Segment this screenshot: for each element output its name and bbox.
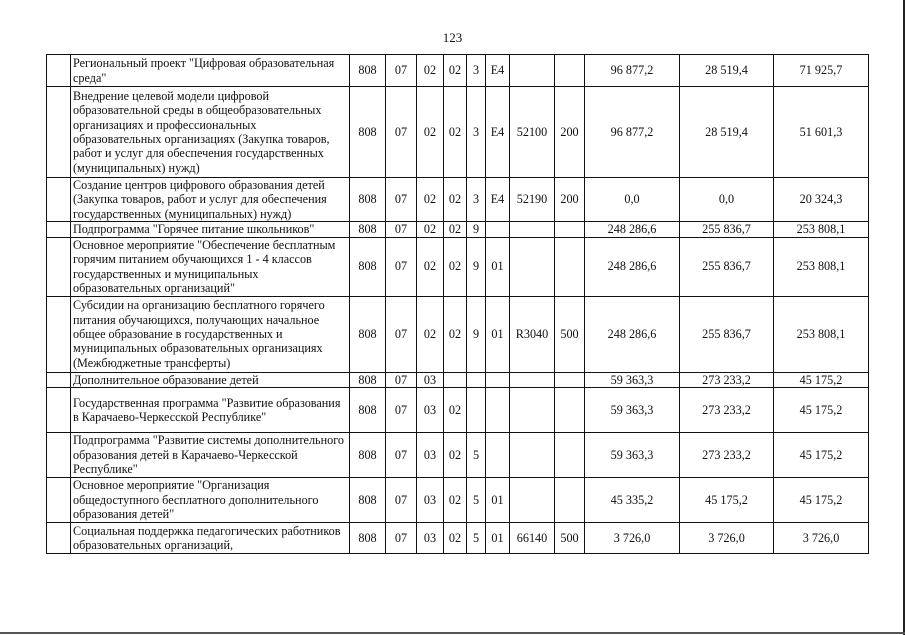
table-row bbox=[47, 433, 869, 478]
subsection-code: 02 bbox=[417, 296, 444, 372]
row-name: Основное мероприятие "Обеспечение бесплатным горячим питанием обучающихся 1 - 4 классов государственных и муниципальных образовательных организаций" bbox=[71, 237, 350, 296]
amount-year-2: 45 175,2 bbox=[680, 478, 774, 523]
expense-type-code bbox=[555, 372, 585, 387]
grbs-code: 808 bbox=[350, 388, 386, 433]
table-row bbox=[47, 296, 869, 372]
section-code: 07 bbox=[386, 433, 417, 478]
amount-year-2: 273 233,2 bbox=[680, 388, 774, 433]
section-code: 07 bbox=[386, 523, 417, 554]
budget-table-body bbox=[47, 55, 869, 554]
program-code: 02 bbox=[444, 178, 467, 222]
measure-code: 01 bbox=[486, 478, 510, 523]
table-row bbox=[47, 523, 869, 554]
blank-cell bbox=[47, 296, 71, 372]
subsection-code: 02 bbox=[417, 87, 444, 178]
amount-year-3: 45 175,2 bbox=[774, 478, 869, 523]
amount-year-2: 28 519,4 bbox=[680, 55, 774, 87]
table-row bbox=[47, 55, 869, 87]
direction-code: R3040 bbox=[510, 296, 555, 372]
measure-code bbox=[486, 388, 510, 433]
amount-year-2: 3 726,0 bbox=[680, 523, 774, 554]
program-code: 02 bbox=[444, 55, 467, 87]
table-row bbox=[47, 222, 869, 237]
subsection-code: 02 bbox=[417, 55, 444, 87]
blank-cell bbox=[47, 178, 71, 222]
subsection-code: 03 bbox=[417, 523, 444, 554]
amount-year-2: 273 233,2 bbox=[680, 372, 774, 387]
amount-year-3: 45 175,2 bbox=[774, 388, 869, 433]
table-row bbox=[47, 388, 869, 433]
row-name: Социальная поддержка педагогических работников образовательных организаций, bbox=[71, 523, 350, 554]
blank-cell bbox=[47, 523, 71, 554]
subprogram-code: 9 bbox=[467, 237, 486, 296]
amount-year-1: 45 335,2 bbox=[585, 478, 680, 523]
subsection-code: 02 bbox=[417, 222, 444, 237]
expense-type-code: 200 bbox=[555, 87, 585, 178]
expense-type-code bbox=[555, 433, 585, 478]
measure-code bbox=[486, 433, 510, 478]
row-name: Государственная программа "Развитие образования в Карачаево-Черкесской Республике" bbox=[71, 388, 350, 433]
amount-year-1: 248 286,6 bbox=[585, 222, 680, 237]
subprogram-code: 5 bbox=[467, 478, 486, 523]
section-code: 07 bbox=[386, 55, 417, 87]
subprogram-code: 5 bbox=[467, 523, 486, 554]
subsection-code: 02 bbox=[417, 178, 444, 222]
amount-year-1: 59 363,3 bbox=[585, 433, 680, 478]
program-code: 02 bbox=[444, 388, 467, 433]
scan-edge-bottom bbox=[0, 632, 905, 634]
subsection-code: 03 bbox=[417, 433, 444, 478]
grbs-code: 808 bbox=[350, 237, 386, 296]
subprogram-code bbox=[467, 372, 486, 387]
expense-type-code bbox=[555, 237, 585, 296]
program-code: 02 bbox=[444, 433, 467, 478]
subprogram-code: 3 bbox=[467, 55, 486, 87]
section-code: 07 bbox=[386, 87, 417, 178]
section-code: 07 bbox=[386, 237, 417, 296]
program-code: 02 bbox=[444, 478, 467, 523]
direction-code: 52100 bbox=[510, 87, 555, 178]
amount-year-3: 3 726,0 bbox=[774, 523, 869, 554]
program-code: 02 bbox=[444, 87, 467, 178]
amount-year-1: 248 286,6 bbox=[585, 296, 680, 372]
grbs-code: 808 bbox=[350, 55, 386, 87]
amount-year-3: 20 324,3 bbox=[774, 178, 869, 222]
amount-year-1: 0,0 bbox=[585, 178, 680, 222]
section-code: 07 bbox=[386, 388, 417, 433]
subsection-code: 02 bbox=[417, 237, 444, 296]
measure-code: 01 bbox=[486, 296, 510, 372]
amount-year-3: 51 601,3 bbox=[774, 87, 869, 178]
measure-code: E4 bbox=[486, 55, 510, 87]
direction-code bbox=[510, 388, 555, 433]
grbs-code: 808 bbox=[350, 478, 386, 523]
blank-cell bbox=[47, 433, 71, 478]
subprogram-code: 9 bbox=[467, 222, 486, 237]
amount-year-3: 253 808,1 bbox=[774, 237, 869, 296]
section-code: 07 bbox=[386, 222, 417, 237]
section-code: 07 bbox=[386, 372, 417, 387]
direction-code bbox=[510, 55, 555, 87]
grbs-code: 808 bbox=[350, 372, 386, 387]
row-name: Дополнительное образование детей bbox=[71, 372, 350, 387]
direction-code bbox=[510, 222, 555, 237]
subsection-code: 03 bbox=[417, 372, 444, 387]
subprogram-code: 5 bbox=[467, 433, 486, 478]
expense-type-code: 500 bbox=[555, 296, 585, 372]
measure-code: E4 bbox=[486, 87, 510, 178]
expense-type-code: 200 bbox=[555, 178, 585, 222]
row-name: Подпрограмма "Развитие системы дополнительного образования детей в Карачаево-Черкесской Республике" bbox=[71, 433, 350, 478]
grbs-code: 808 bbox=[350, 296, 386, 372]
blank-cell bbox=[47, 478, 71, 523]
expense-type-code bbox=[555, 388, 585, 433]
row-name: Подпрограмма "Горячее питание школьников" bbox=[71, 222, 350, 237]
subsection-code: 03 bbox=[417, 478, 444, 523]
blank-cell bbox=[47, 222, 71, 237]
blank-cell bbox=[47, 237, 71, 296]
expense-type-code bbox=[555, 222, 585, 237]
table-row bbox=[47, 178, 869, 222]
subprogram-code: 3 bbox=[467, 178, 486, 222]
page-number: 123 bbox=[442, 30, 463, 45]
blank-cell bbox=[47, 87, 71, 178]
grbs-code: 808 bbox=[350, 87, 386, 178]
measure-code bbox=[486, 222, 510, 237]
amount-year-2: 0,0 bbox=[680, 178, 774, 222]
program-code bbox=[444, 372, 467, 387]
amount-year-2: 255 836,7 bbox=[680, 222, 774, 237]
amount-year-1: 248 286,6 bbox=[585, 237, 680, 296]
program-code: 02 bbox=[444, 237, 467, 296]
grbs-code: 808 bbox=[350, 433, 386, 478]
amount-year-2: 28 519,4 bbox=[680, 87, 774, 178]
direction-code bbox=[510, 237, 555, 296]
row-name: Внедрение целевой модели цифровой образовательной среды в общеобразовательных организациях и профессиональных образовательных организациях (Закупка товаров, работ и услуг для обеспечения государственных (муниципальных) нужд) bbox=[71, 87, 350, 178]
row-name: Основное мероприятие "Организация общедоступного бесплатного дополнительного образования детей" bbox=[71, 478, 350, 523]
grbs-code: 808 bbox=[350, 523, 386, 554]
table-row bbox=[47, 87, 869, 178]
blank-cell bbox=[47, 388, 71, 433]
amount-year-3: 45 175,2 bbox=[774, 372, 869, 387]
measure-code: E4 bbox=[486, 178, 510, 222]
table-row bbox=[47, 372, 869, 387]
subsection-code: 03 bbox=[417, 388, 444, 433]
measure-code: 01 bbox=[486, 523, 510, 554]
table-row bbox=[47, 237, 869, 296]
section-code: 07 bbox=[386, 478, 417, 523]
direction-code bbox=[510, 372, 555, 387]
amount-year-1: 59 363,3 bbox=[585, 388, 680, 433]
measure-code: 01 bbox=[486, 237, 510, 296]
amount-year-1: 96 877,2 bbox=[585, 55, 680, 87]
expense-type-code bbox=[555, 478, 585, 523]
measure-code bbox=[486, 372, 510, 387]
subprogram-code bbox=[467, 388, 486, 433]
amount-year-2: 255 836,7 bbox=[680, 296, 774, 372]
amount-year-2: 273 233,2 bbox=[680, 433, 774, 478]
direction-code bbox=[510, 433, 555, 478]
amount-year-1: 3 726,0 bbox=[585, 523, 680, 554]
amount-year-3: 45 175,2 bbox=[774, 433, 869, 478]
amount-year-3: 253 808,1 bbox=[774, 222, 869, 237]
program-code: 02 bbox=[444, 222, 467, 237]
grbs-code: 808 bbox=[350, 178, 386, 222]
amount-year-1: 59 363,3 bbox=[585, 372, 680, 387]
blank-cell bbox=[47, 55, 71, 87]
row-name: Субсидии на организацию бесплатного горячего питания обучающихся, получающих начальное общее образование в государственных и муниципальных образовательных организациях (Межбюджетные трансферты) bbox=[71, 296, 350, 372]
amount-year-2: 255 836,7 bbox=[680, 237, 774, 296]
row-name: Создание центров цифрового образования детей (Закупка товаров, работ и услуг для обеспечения государственных (муниципальных) нужд) bbox=[71, 178, 350, 222]
program-code: 02 bbox=[444, 523, 467, 554]
amount-year-1: 96 877,2 bbox=[585, 87, 680, 178]
section-code: 07 bbox=[386, 178, 417, 222]
direction-code bbox=[510, 478, 555, 523]
amount-year-3: 253 808,1 bbox=[774, 296, 869, 372]
section-code: 07 bbox=[386, 296, 417, 372]
grbs-code: 808 bbox=[350, 222, 386, 237]
expense-type-code bbox=[555, 55, 585, 87]
table-row bbox=[47, 478, 869, 523]
amount-year-3: 71 925,7 bbox=[774, 55, 869, 87]
blank-cell bbox=[47, 372, 71, 387]
row-name: Региональный проект "Цифровая образовательная среда" bbox=[71, 55, 350, 87]
expense-type-code: 500 bbox=[555, 523, 585, 554]
budget-table bbox=[46, 54, 869, 554]
direction-code: 52190 bbox=[510, 178, 555, 222]
direction-code: 66140 bbox=[510, 523, 555, 554]
program-code: 02 bbox=[444, 296, 467, 372]
subprogram-code: 9 bbox=[467, 296, 486, 372]
subprogram-code: 3 bbox=[467, 87, 486, 178]
